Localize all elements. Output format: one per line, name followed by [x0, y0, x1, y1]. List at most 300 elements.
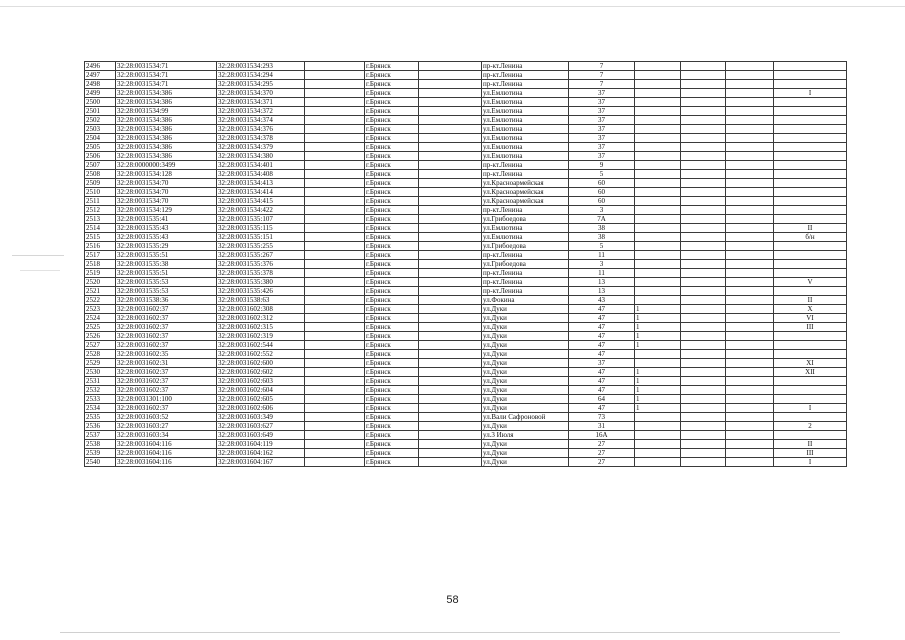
city-cell: г.Брянск — [365, 242, 419, 251]
object-cadastral-number-cell: 32:28:0031603:649 — [217, 431, 305, 440]
street-cell: ул.Емлютина — [482, 107, 569, 116]
empty-col-cell — [305, 161, 365, 170]
street-cell: ул.Красноармейская — [482, 197, 569, 206]
empty-col-cell — [726, 458, 774, 467]
table-row — [85, 98, 847, 107]
object-cadastral-number-cell: 32:28:0031535:255 — [217, 242, 305, 251]
table-row — [85, 206, 847, 215]
city-cell: г.Брянск — [365, 134, 419, 143]
empty-col-cell — [726, 377, 774, 386]
empty-col-cell — [681, 305, 726, 314]
object-cadastral-number-cell: 32:28:0031602:606 — [217, 404, 305, 413]
row-number-cell: 2531 — [85, 377, 116, 386]
table-row — [85, 242, 847, 251]
street-cell: ул.Емлютина — [482, 134, 569, 143]
table-row — [85, 152, 847, 161]
empty-col-cell — [726, 71, 774, 80]
empty-col-cell — [419, 116, 482, 125]
empty-col-cell — [305, 260, 365, 269]
empty-col-cell — [305, 89, 365, 98]
empty-col-cell — [681, 215, 726, 224]
building-cell — [635, 413, 681, 422]
building-cell — [635, 71, 681, 80]
empty-col-cell — [681, 287, 726, 296]
street-cell: пр-кт.Ленина — [482, 62, 569, 71]
empty-col-cell — [305, 413, 365, 422]
empty-col-cell — [305, 269, 365, 278]
land-cadastral-number-cell: 32:28:0031604:116 — [116, 440, 217, 449]
building-cell — [635, 440, 681, 449]
empty-col-cell — [681, 269, 726, 278]
row-number-cell: 2521 — [85, 287, 116, 296]
row-number-cell: 2500 — [85, 98, 116, 107]
object-cadastral-number-cell: 32:28:0031534:413 — [217, 179, 305, 188]
empty-col-cell — [305, 224, 365, 233]
row-number-cell: 2508 — [85, 170, 116, 179]
premises-number-cell — [774, 377, 847, 386]
object-cadastral-number-cell: 32:28:0031534:374 — [217, 116, 305, 125]
object-cadastral-number-cell: 32:28:0031534:379 — [217, 143, 305, 152]
empty-col-cell — [419, 188, 482, 197]
building-cell — [635, 125, 681, 134]
empty-col-cell — [419, 287, 482, 296]
house-number-cell: 11 — [569, 251, 635, 260]
city-cell: г.Брянск — [365, 404, 419, 413]
land-cadastral-number-cell: 32:28:0031534:99 — [116, 107, 217, 116]
empty-col-cell — [305, 134, 365, 143]
city-cell: г.Брянск — [365, 458, 419, 467]
street-cell: ул.Дуки — [482, 449, 569, 458]
land-cadastral-number-cell: 32:28:0031602:37 — [116, 368, 217, 377]
city-cell: г.Брянск — [365, 449, 419, 458]
empty-col-cell — [681, 134, 726, 143]
table-row — [85, 296, 847, 305]
land-cadastral-number-cell: 32:28:0031535:53 — [116, 278, 217, 287]
house-number-cell: 38 — [569, 233, 635, 242]
city-cell: г.Брянск — [365, 296, 419, 305]
building-cell — [635, 224, 681, 233]
empty-col-cell — [681, 440, 726, 449]
house-number-cell: 47 — [569, 404, 635, 413]
city-cell: г.Брянск — [365, 89, 419, 98]
empty-col-cell — [419, 296, 482, 305]
empty-col-cell — [419, 206, 482, 215]
empty-col-cell — [726, 305, 774, 314]
row-number-cell: 2529 — [85, 359, 116, 368]
empty-col-cell — [419, 395, 482, 404]
building-cell — [635, 206, 681, 215]
row-number-cell: 2523 — [85, 305, 116, 314]
premises-number-cell — [774, 287, 847, 296]
street-cell: пр-кт.Ленина — [482, 71, 569, 80]
row-number-cell: 2501 — [85, 107, 116, 116]
land-cadastral-number-cell: 32:28:0031602:37 — [116, 341, 217, 350]
object-cadastral-number-cell: 32:28:0031534:422 — [217, 206, 305, 215]
table-row — [85, 269, 847, 278]
house-number-cell: 27 — [569, 449, 635, 458]
building-cell — [635, 188, 681, 197]
building-cell: 1 — [635, 314, 681, 323]
house-number-cell: 7 — [569, 71, 635, 80]
empty-col-cell — [419, 260, 482, 269]
empty-col-cell — [726, 188, 774, 197]
premises-number-cell — [774, 98, 847, 107]
street-cell: ул.Дуки — [482, 368, 569, 377]
street-cell: ул.Дуки — [482, 305, 569, 314]
object-cadastral-number-cell: 32:28:0031535:151 — [217, 233, 305, 242]
object-cadastral-number-cell: 32:28:0031535:107 — [217, 215, 305, 224]
land-cadastral-number-cell: 32:28:0031535:38 — [116, 260, 217, 269]
empty-col-cell — [305, 62, 365, 71]
empty-col-cell — [305, 368, 365, 377]
street-cell: ул.Дуки — [482, 422, 569, 431]
premises-number-cell: II — [774, 224, 847, 233]
city-cell: г.Брянск — [365, 62, 419, 71]
premises-number-cell — [774, 161, 847, 170]
house-number-cell: 47 — [569, 332, 635, 341]
premises-number-cell — [774, 269, 847, 278]
land-cadastral-number-cell: 32:28:0031602:37 — [116, 404, 217, 413]
city-cell: г.Брянск — [365, 179, 419, 188]
table-row — [85, 224, 847, 233]
empty-col-cell — [681, 296, 726, 305]
land-cadastral-number-cell: 32:28:0031534:70 — [116, 197, 217, 206]
empty-col-cell — [419, 62, 482, 71]
row-number-cell: 2518 — [85, 260, 116, 269]
building-cell — [635, 287, 681, 296]
empty-col-cell — [681, 224, 726, 233]
table-row — [85, 125, 847, 134]
street-cell: ул.Грибоедова — [482, 260, 569, 269]
empty-col-cell — [419, 314, 482, 323]
street-cell: ул.Дуки — [482, 359, 569, 368]
building-cell: 1 — [635, 323, 681, 332]
city-cell: г.Брянск — [365, 305, 419, 314]
street-cell: ул.Грибоедова — [482, 215, 569, 224]
object-cadastral-number-cell: 32:28:0031603:349 — [217, 413, 305, 422]
table-row — [85, 134, 847, 143]
city-cell: г.Брянск — [365, 251, 419, 260]
street-cell: пр-кт.Ленина — [482, 287, 569, 296]
house-number-cell: 5 — [569, 170, 635, 179]
table-row — [85, 161, 847, 170]
empty-col-cell — [726, 440, 774, 449]
table-row — [85, 116, 847, 125]
table-row — [85, 422, 847, 431]
building-cell — [635, 62, 681, 71]
premises-number-cell: II — [774, 296, 847, 305]
street-cell: ул.Емлютина — [482, 152, 569, 161]
empty-col-cell — [681, 413, 726, 422]
row-number-cell: 2511 — [85, 197, 116, 206]
house-number-cell: 73 — [569, 413, 635, 422]
row-number-cell: 2534 — [85, 404, 116, 413]
object-cadastral-number-cell: 32:28:0031602:602 — [217, 368, 305, 377]
empty-col-cell — [681, 62, 726, 71]
land-cadastral-number-cell: 32:28:0031602:37 — [116, 386, 217, 395]
object-cadastral-number-cell: 32:28:0031602:604 — [217, 386, 305, 395]
empty-col-cell — [419, 422, 482, 431]
land-cadastral-number-cell: 32:28:0031534:386 — [116, 98, 217, 107]
empty-col-cell — [419, 197, 482, 206]
building-cell — [635, 89, 681, 98]
object-cadastral-number-cell: 32:28:0031534:401 — [217, 161, 305, 170]
house-number-cell: 37 — [569, 152, 635, 161]
row-number-cell: 2496 — [85, 62, 116, 71]
street-cell: ул.Красноармейская — [482, 179, 569, 188]
city-cell: г.Брянск — [365, 206, 419, 215]
row-number-cell: 2514 — [85, 224, 116, 233]
empty-col-cell — [305, 170, 365, 179]
street-cell: ул.Красноармейская — [482, 188, 569, 197]
street-cell: пр-кт.Ленина — [482, 278, 569, 287]
land-cadastral-number-cell: 32:28:0031534:386 — [116, 89, 217, 98]
object-cadastral-number-cell: 32:28:0031602:600 — [217, 359, 305, 368]
table-row — [85, 233, 847, 242]
house-number-cell: 43 — [569, 296, 635, 305]
object-cadastral-number-cell: 32:28:0031534:370 — [217, 89, 305, 98]
land-cadastral-number-cell: 32:28:0031602:37 — [116, 314, 217, 323]
empty-col-cell — [681, 89, 726, 98]
empty-col-cell — [681, 377, 726, 386]
house-number-cell: 47 — [569, 386, 635, 395]
house-number-cell: 3 — [569, 260, 635, 269]
object-cadastral-number-cell: 32:28:0031534:295 — [217, 80, 305, 89]
street-cell: ул.Дуки — [482, 332, 569, 341]
empty-col-cell — [681, 251, 726, 260]
building-cell: 1 — [635, 404, 681, 413]
empty-col-cell — [305, 188, 365, 197]
table-row — [85, 368, 847, 377]
building-cell — [635, 107, 681, 116]
row-number-cell: 2532 — [85, 386, 116, 395]
land-cadastral-number-cell: 32:28:0031603:34 — [116, 431, 217, 440]
empty-col-cell — [726, 206, 774, 215]
land-cadastral-number-cell: 32:28:0000000:3499 — [116, 161, 217, 170]
street-cell: ул.Фокина — [482, 296, 569, 305]
empty-col-cell — [305, 197, 365, 206]
scan-noise-mark — [20, 270, 60, 271]
land-cadastral-number-cell: 32:28:0031604:116 — [116, 458, 217, 467]
premises-number-cell: VI — [774, 314, 847, 323]
object-cadastral-number-cell: 32:28:0031602:312 — [217, 314, 305, 323]
row-number-cell: 2505 — [85, 143, 116, 152]
land-cadastral-number-cell: 32:28:0031534:129 — [116, 206, 217, 215]
street-cell: ул.Емлютина — [482, 224, 569, 233]
building-cell — [635, 359, 681, 368]
object-cadastral-number-cell: 32:28:0031602:603 — [217, 377, 305, 386]
building-cell — [635, 458, 681, 467]
empty-col-cell — [305, 431, 365, 440]
city-cell: г.Брянск — [365, 107, 419, 116]
empty-col-cell — [681, 98, 726, 107]
street-cell: ул.3 Июля — [482, 431, 569, 440]
table-row — [85, 251, 847, 260]
row-number-cell: 2513 — [85, 215, 116, 224]
house-number-cell: 37 — [569, 116, 635, 125]
empty-col-cell — [681, 233, 726, 242]
row-number-cell: 2526 — [85, 332, 116, 341]
empty-col-cell — [726, 332, 774, 341]
empty-col-cell — [305, 233, 365, 242]
empty-col-cell — [726, 323, 774, 332]
empty-col-cell — [681, 341, 726, 350]
table-row — [85, 350, 847, 359]
street-cell: пр-кт.Ленина — [482, 170, 569, 179]
empty-col-cell — [305, 287, 365, 296]
land-cadastral-number-cell: 32:28:0031535:29 — [116, 242, 217, 251]
building-cell — [635, 197, 681, 206]
empty-col-cell — [726, 116, 774, 125]
row-number-cell: 2530 — [85, 368, 116, 377]
empty-col-cell — [305, 278, 365, 287]
empty-col-cell — [305, 215, 365, 224]
empty-col-cell — [726, 269, 774, 278]
object-cadastral-number-cell: 32:28:0031534:408 — [217, 170, 305, 179]
city-cell: г.Брянск — [365, 260, 419, 269]
land-cadastral-number-cell: 32:28:0031535:43 — [116, 233, 217, 242]
building-cell — [635, 242, 681, 251]
empty-col-cell — [305, 323, 365, 332]
street-cell: ул.Дуки — [482, 404, 569, 413]
object-cadastral-number-cell: 32:28:0031602:315 — [217, 323, 305, 332]
premises-number-cell — [774, 80, 847, 89]
city-cell: г.Брянск — [365, 233, 419, 242]
premises-number-cell: X — [774, 305, 847, 314]
object-cadastral-number-cell: 32:28:0031603:627 — [217, 422, 305, 431]
object-cadastral-number-cell: 32:28:0031602:544 — [217, 341, 305, 350]
premises-number-cell: V — [774, 278, 847, 287]
row-number-cell: 2520 — [85, 278, 116, 287]
street-cell: ул.Дуки — [482, 341, 569, 350]
empty-col-cell — [305, 332, 365, 341]
empty-col-cell — [726, 422, 774, 431]
empty-col-cell — [726, 143, 774, 152]
row-number-cell: 2515 — [85, 233, 116, 242]
house-number-cell: 7 — [569, 80, 635, 89]
empty-col-cell — [305, 314, 365, 323]
land-cadastral-number-cell: 32:28:0031602:35 — [116, 350, 217, 359]
house-number-cell: 38 — [569, 224, 635, 233]
empty-col-cell — [305, 125, 365, 134]
premises-number-cell: б/н — [774, 233, 847, 242]
empty-col-cell — [305, 341, 365, 350]
building-cell — [635, 116, 681, 125]
premises-number-cell — [774, 206, 847, 215]
empty-col-cell — [305, 386, 365, 395]
premises-number-cell — [774, 242, 847, 251]
house-number-cell: 11 — [569, 269, 635, 278]
premises-number-cell: III — [774, 449, 847, 458]
object-cadastral-number-cell: 32:28:0031534:415 — [217, 197, 305, 206]
house-number-cell: 60 — [569, 188, 635, 197]
house-number-cell: 60 — [569, 179, 635, 188]
building-cell — [635, 296, 681, 305]
empty-col-cell — [305, 143, 365, 152]
empty-col-cell — [419, 134, 482, 143]
building-cell — [635, 449, 681, 458]
empty-col-cell — [681, 368, 726, 377]
empty-col-cell — [305, 395, 365, 404]
empty-col-cell — [681, 197, 726, 206]
object-cadastral-number-cell: 32:28:0031602:552 — [217, 350, 305, 359]
table-row — [85, 431, 847, 440]
street-cell: ул.Емлютина — [482, 89, 569, 98]
city-cell: г.Брянск — [365, 341, 419, 350]
premises-number-cell — [774, 413, 847, 422]
city-cell: г.Брянск — [365, 368, 419, 377]
empty-col-cell — [419, 125, 482, 134]
land-cadastral-number-cell: 32:28:0031604:116 — [116, 449, 217, 458]
empty-col-cell — [419, 350, 482, 359]
empty-col-cell — [726, 242, 774, 251]
empty-col-cell — [419, 377, 482, 386]
empty-col-cell — [726, 125, 774, 134]
building-cell: 1 — [635, 368, 681, 377]
empty-col-cell — [305, 116, 365, 125]
empty-col-cell — [681, 125, 726, 134]
premises-number-cell — [774, 134, 847, 143]
empty-col-cell — [419, 440, 482, 449]
empty-col-cell — [681, 179, 726, 188]
building-cell: 1 — [635, 395, 681, 404]
land-cadastral-number-cell: 32:28:0031603:52 — [116, 413, 217, 422]
empty-col-cell — [419, 179, 482, 188]
empty-col-cell — [726, 386, 774, 395]
table-row — [85, 449, 847, 458]
empty-col-cell — [305, 242, 365, 251]
empty-col-cell — [419, 80, 482, 89]
house-number-cell: 37 — [569, 107, 635, 116]
empty-col-cell — [726, 233, 774, 242]
property-register-table — [84, 61, 847, 467]
land-cadastral-number-cell: 32:28:0031603:27 — [116, 422, 217, 431]
empty-col-cell — [305, 305, 365, 314]
house-number-cell: 47 — [569, 314, 635, 323]
empty-col-cell — [726, 350, 774, 359]
empty-col-cell — [681, 152, 726, 161]
row-number-cell: 2507 — [85, 161, 116, 170]
empty-col-cell — [726, 179, 774, 188]
land-cadastral-number-cell: 32:28:0031535:51 — [116, 251, 217, 260]
empty-col-cell — [681, 431, 726, 440]
street-cell: ул.Дуки — [482, 323, 569, 332]
city-cell: г.Брянск — [365, 116, 419, 125]
city-cell: г.Брянск — [365, 224, 419, 233]
empty-col-cell — [681, 206, 726, 215]
street-cell: ул.Дуки — [482, 440, 569, 449]
empty-col-cell — [681, 107, 726, 116]
premises-number-cell — [774, 215, 847, 224]
row-number-cell: 2535 — [85, 413, 116, 422]
table-row — [85, 359, 847, 368]
empty-col-cell — [726, 152, 774, 161]
building-cell — [635, 350, 681, 359]
table-row — [85, 395, 847, 404]
table-row — [85, 314, 847, 323]
house-number-cell: 7А — [569, 215, 635, 224]
empty-col-cell — [305, 359, 365, 368]
empty-col-cell — [726, 404, 774, 413]
row-number-cell: 2527 — [85, 341, 116, 350]
premises-number-cell: III — [774, 323, 847, 332]
land-cadastral-number-cell: 32:28:0031534:386 — [116, 152, 217, 161]
table-row — [85, 143, 847, 152]
street-cell: ул.Дуки — [482, 350, 569, 359]
empty-col-cell — [419, 251, 482, 260]
land-cadastral-number-cell: 32:28:0031534:386 — [116, 134, 217, 143]
premises-number-cell: I — [774, 89, 847, 98]
